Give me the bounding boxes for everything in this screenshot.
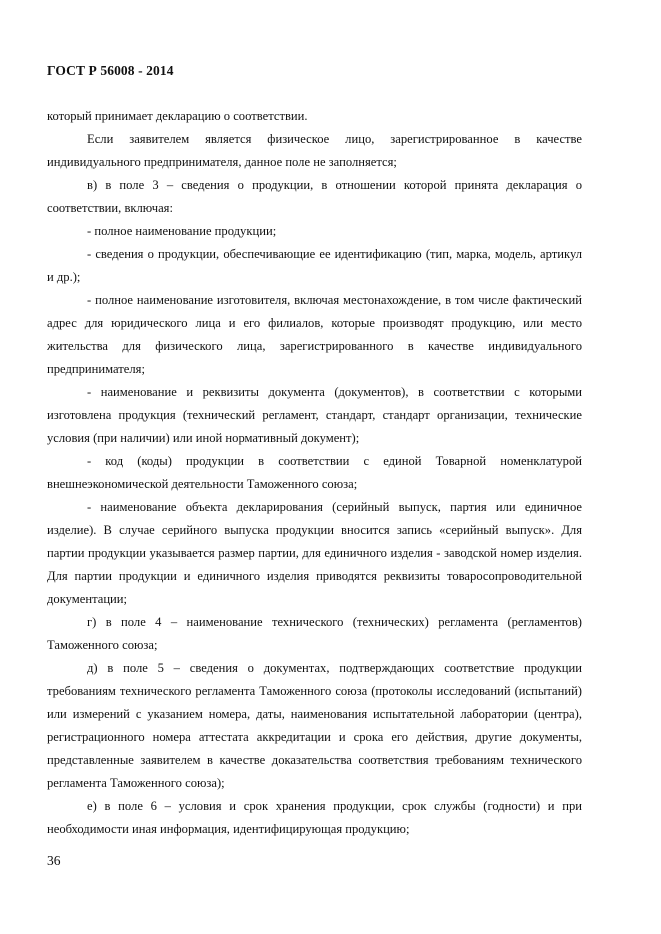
list-item: - код (коды) продукции в соответствии с единой Товарной номенклатурой внешнеэкономической деятельности Таможенного союза; xyxy=(47,454,582,491)
list-item: - полное наименование продукции; xyxy=(87,224,277,238)
list-item: - полное наименование изготовителя, включая местонахождение, в том числе фактический адрес для юридического лица и его филиалов, которые производят продукцию, или место жительства для физического лица, зарегистрированного в качестве индивидуального предпринимателя; xyxy=(47,293,582,376)
list-item: - наименование объекта декларирования (серийный выпуск, партия или единичное изделие). В случае серийного выпуска продукции вносится запись «серийный выпуск». Для партии продукции указывается размер партии, для единичного изделия - заводской номер изделия. Для партии продукции и единичного изделия приводятся реквизиты товаросопроводительной документации; xyxy=(47,500,582,606)
paragraph: е) в поле 6 – условия и срок хранения продукции, срок службы (годности) и при необходимости иная информация, идентифицирующая продукцию; xyxy=(47,799,582,836)
paragraph: д) в поле 5 – сведения о документах, подтверждающих соответствие продукции требованиям технического регламента Таможенного союза (протоколы исследований (испытаний) или измерений с указанием номера, даты, наименования испытательной лаборатории (центра), регистрационного номера аттестата аккредитации и срока его действия, другие документы, представленные заявителем в качестве доказательства соответствия требованиям технического регламента Таможенного союза); xyxy=(47,661,582,790)
list-item: - наименование и реквизиты документа (документов), в соответствии с которыми изготовлена продукция (технический регламент, стандарт, стандарт организации, технические условия (при наличии) или иной нормативный документ); xyxy=(47,385,582,445)
paragraph: который принимает декларацию о соответствии. xyxy=(47,109,308,123)
paragraph: Если заявителем является физическое лицо, зарегистрированное в качестве индивидуального предпринимателя, данное поле не заполняется; xyxy=(47,132,582,169)
list-item: - сведения о продукции, обеспечивающие ее идентификацию (тип, марка, модель, артикул и др.); xyxy=(47,247,582,284)
document-header: ГОСТ Р 56008 - 2014 xyxy=(47,63,174,78)
paragraph: г) в поле 4 – наименование технического (технических) регламента (регламентов) Таможенного союза; xyxy=(47,615,582,652)
page-number: 36 xyxy=(47,853,61,868)
document-body xyxy=(47,105,582,841)
paragraph: в) в поле 3 – сведения о продукции, в отношении которой принята декларация о соответствии, включая: xyxy=(47,178,582,215)
